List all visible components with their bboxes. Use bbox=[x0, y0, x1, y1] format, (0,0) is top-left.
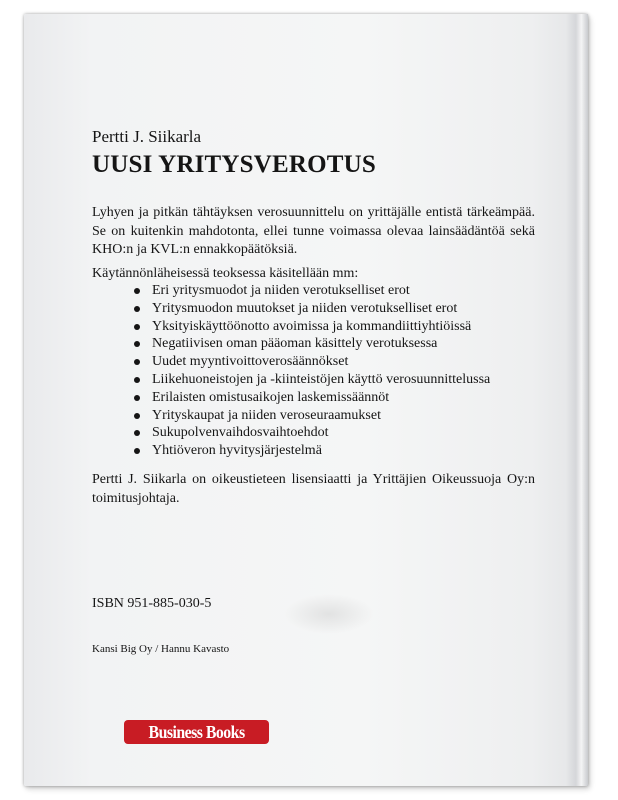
bullet-icon bbox=[134, 341, 140, 347]
list-item bbox=[134, 318, 490, 336]
book-back-cover bbox=[24, 14, 588, 786]
topics-list bbox=[134, 282, 490, 460]
topics-heading: Käytännönläheisessä teoksessa käsitellään mm: bbox=[92, 266, 359, 281]
cover-credit: Kansi Big Oy / Hannu Kavasto bbox=[92, 643, 230, 655]
list-item bbox=[134, 353, 490, 371]
list-item bbox=[134, 407, 490, 425]
bullet-icon bbox=[134, 395, 140, 401]
bullet-icon bbox=[134, 306, 140, 312]
spine-edge bbox=[566, 14, 588, 786]
topic-text: Erilaisten omistusaikojen laskemissäännöt bbox=[152, 389, 390, 405]
topic-text: Yritysmuodon muutokset ja niiden verotukselliset erot bbox=[152, 300, 458, 316]
intro-paragraph: Lyhyen ja pitkän tähtäyksen verosuunnittelu on yrittäjälle entistä tärkeämpää. Se on kuitenkin mahdotonta, ellei tunne voimassa olevaa lainsäädäntöä sekä KHO:n ja KVL:n ennakkopäätöksiä. bbox=[92, 205, 535, 257]
list-item bbox=[134, 371, 490, 389]
bullet-icon bbox=[134, 324, 140, 330]
list-item bbox=[134, 442, 490, 460]
topic-text: Yhtiöveron hyvitysjärjestelmä bbox=[152, 443, 322, 459]
topic-text: Sukupolvenvaihdosvaihtoehdot bbox=[152, 425, 329, 441]
isbn-number: ISBN 951-885-030-5 bbox=[92, 596, 212, 611]
publisher-logo-text: Business Books bbox=[148, 721, 245, 742]
bullet-icon bbox=[134, 377, 140, 383]
topic-text: Yrityskaupat ja niiden veroseuraamukset bbox=[152, 407, 381, 423]
list-item bbox=[134, 282, 490, 300]
topic-text: Yksityiskäyttöönotto avoimissa ja kommandiittiyhtiöissä bbox=[152, 318, 472, 334]
list-item bbox=[134, 424, 490, 442]
bullet-icon bbox=[134, 430, 140, 436]
bullet-icon bbox=[134, 359, 140, 365]
list-item bbox=[134, 300, 490, 318]
topic-text: Negatiivisen oman pääoman käsittely verotuksessa bbox=[152, 336, 438, 352]
topic-text: Uudet myyntivoittoverosäännökset bbox=[152, 354, 349, 370]
bullet-icon bbox=[134, 288, 140, 294]
publisher-logo bbox=[124, 720, 269, 744]
topic-text: Eri yritysmuodot ja niiden verotukselliset erot bbox=[152, 283, 410, 298]
bullet-icon bbox=[134, 413, 140, 419]
author-bio: Pertti J. Siikarla on oikeustieteen lisensiaatti ja Yrittäjien Oikeussuoja Oy:n toimitusjohtaja. bbox=[92, 472, 535, 506]
list-item bbox=[134, 335, 490, 353]
bullet-icon bbox=[134, 448, 140, 454]
cover-stain bbox=[284, 594, 374, 634]
topic-text: Liikehuoneistojen ja -kiinteistöjen käyttö verosuunnittelussa bbox=[152, 371, 491, 387]
list-item bbox=[134, 389, 490, 407]
book-title: UUSI YRITYSVEROTUS bbox=[92, 151, 376, 178]
author-name: Pertti J. Siikarla bbox=[92, 127, 202, 146]
